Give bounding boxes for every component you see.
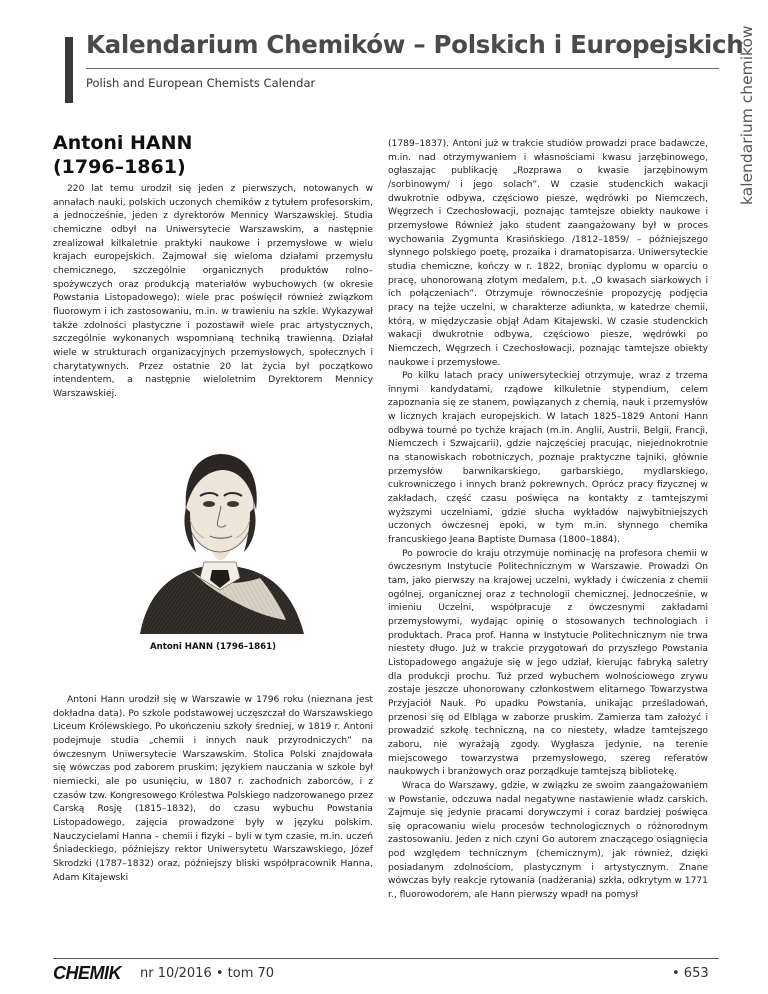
body-paragraph: Po kilku latach pracy uniwersyteckiej otrzymuje, wraz z trzema innymi kandydatami, rządowe kilkuletnie stypendium, celem zapoznania się ze stanem, powiązanych z chemią, nauk i przemysłów w licznych krajach europejskich. W latach 1825–1829 Antoni Hann odbywa tourné po tychże krajach (m.in. Anglii, Austrii, Belgii, Francji, Niemczech i Szwajcarii), gdzie najczęściej pracując, niejednokrotnie na stanowiskach robotniczych, poznaje praktyczne tajniki, głównie przemysłów barwnikarskiego, garbarskiego, mydlarskiego, cukrowniczego i innych branż pokrewnych. Oprócz pracy fizycznej w zakładach, część czasu poświęca na kontakty z tamtejszymi wyższymi uczelniami, gdzie słucha wykładów najwybitniejszych uczonych ówczesnej epoki, w tym m.in. słynnego chemika francuskiego Jeana Baptiste Dumasa (1800–1884). — [388, 371, 708, 546]
article-body-left — [53, 694, 373, 885]
page-header-subtitle: Polish and European Chemists Calendar — [86, 76, 316, 90]
portrait-caption: Antoni HANN (1796–1861) — [149, 642, 277, 652]
footer-divider — [53, 958, 719, 959]
article-title-dates: (1796–1861) — [53, 156, 186, 178]
header-accent-bar — [65, 37, 73, 103]
vertical-section-label: kalendarium chemików — [738, 25, 756, 205]
article-intro — [53, 183, 373, 402]
page-header-title: Kalendarium Chemików – Polskich i Europejskich — [86, 30, 744, 59]
portrait-illustration — [120, 420, 320, 634]
article-title — [53, 131, 192, 179]
portrait-drawing — [120, 420, 320, 634]
intro-paragraph: 220 lat temu urodził się jeden z pierwszych, notowanych w annałach nauki, polskich uczonych chemików z tytułem profesorskim, a jednocześnie, jeden z dyrektorów Mennicy Warszawskiej. Studia chemiczne odbył na Uniwersytecie Warszawskim, a następnie zrealizował kilkaletnie praktyki naukowe i przemysłowe w wielu krajach europejskich. Zajmował się wieloma działami przemysłu chemicznego, szczególnie organicznych produktów rolno–spożywczych oraz produkcją materiałów wybuchowych (w okresie Powstania Listopadowego); wiele prac poświęcił również związkom fluorowym i ich zastosowaniu, m.in. w trawieniu na szkle. Wykazywał także zdolności plastyczne i pozostawił wiele prac artystycznych, szczególnie wykonanych wspomnianą techniką trawienną. Działał wiele w strukturach organizacyjnych przemysłowych, społecznych i charytatywnych. Przez ostatnie 20 lat życia był początkowo intendentem, a następnie wieloletnim Dyrektorem Mennicy Warszawskiej. — [53, 184, 373, 399]
article-title-name: Antoni HANN — [53, 132, 193, 154]
body-paragraph: Antoni Hann urodził się w Warszawie w 1796 roku (nieznana jest dokładna data). Po szkole podstawowej uczęszczał do Warszawskiego Liceum Królewskiego. Po ukończeniu szkoły średniej, w 1819 r. Antoni podejmuje studia „chemii i innych nauk przyrodniczych” na ówczesnym Uniwersytecie Warszawskim. Stolica Polski znajdowała się wówczas pod zaborem pruskim; językiem nauczania w szkole był niemiecki, ale po usunięciu, w 1807 r. zachodnich zaborców, i z czasów tzw. Kongresowego Królestwa Polskiego nadzorowanego przez Carską Rosję (1815–1832), do czasu wybuchu Powstania Listopadowego, zajęcia prowadzone były w języku polskim. Nauczycielami Hanna – chemii i fizyki – byli w tym czasie, m.in. uczeń Śniadeckiego, późniejszy rektor Uniwersytetu Warszawskiego, Józef Skrodzki (1787–1832) oraz, późniejszy bliski współpracownik Hanna, Adam Kitajewski — [53, 695, 373, 883]
body-paragraph: Po powrocie do kraju otrzymuje nominację na profesora chemii w ówczesnym Instytucie Politechnicznym w Warszawie. Prowadzi On tam, jako pierwszy na krajowej uczelni, wykłady i ćwiczenia z chemii ogólnej, organicznej oraz z technologii chemicznej. Jednocześnie, w imieniu Uczelni, współpracuje z ówczesnymi zakładami przemysłowymi, wydając opinię o stosowanych technologiach i produktach. Praca prof. Hanna w Instytucie Politechnicznym nie trwa niestety długo. Już w trakcie przygotowań do przyszłego Powstania Listopadowego angażuje się w jego udział, kierując fabryką saletry dla produkcji prochu. Tuż przed wybuchem wolnościowego zrywu zostaje jeszcze uhonorowany członkostwem elitarnego Towarzystwa Przyjaciół Nauk. Po upadku Powstania, unikając prześladowań, przenosi się od Elbląga w zaborze pruskim. Zamierza tam założyć i prowadzić szkołę techniczną, na co niestety, władze tamtejszego zaboru, nie wyrażają zgody. Wygłasza jedynie, na terenie miejscowego towarzystwa przemysłowego, szereg referatów naukowych i branżowych oraz porządkuje tamtejszą bibliotekę. — [388, 548, 708, 778]
body-paragraph: (1789–1837). Antoni już w trakcie studiów prowadzi prace badawcze, m.in. nad otrzymywaniem i własnościami kwasu jarzębinowego, ogłaszając publikację „Rozprawa o kwasie jarzębinowym /sorbinowym/ i jego solach”. W czasie studenckich wakacji dwukrotnie odbywa, częściowo piesze, wędrówki po Niemczech, Węgrzech i Czechosłowacji, poznając tamtejsze obiekty naukowe i przemysłowe Również jako student zaangażowany był w proces wychowania Zygmunta Krasińskiego /1812–1859/ – późniejszego słynnego polskiego poetę, prozaika i dramatopisarza. Uniwersyteckie studia chemiczne, kończy w r. 1822, broniąc dyplomu w oparciu o pracę, uhonorowaną złotym medalem, p.t. „O kwasach siarkowych i ich połączeniach”. Otrzymuje równocześnie propozycję podjęcia pracy na tejże uczelni, w charakterze adiunkta, w katedrze chemii, którą, w międzyczasie objął Adam Kitajewski. W czasie studenckich wakacji dwukrotnie odbywa, częściowo piesze, wędrówki po Niemczech, Węgrzech i Czechosłowacji, poznając tamtejsze obiekty naukowe i przemysłowe. — [388, 139, 708, 368]
journal-logo: CHEMIK — [53, 963, 121, 983]
issue-info: nr 10/2016 • tom 70 — [140, 966, 275, 981]
article-body-right — [388, 138, 708, 903]
body-paragraph: Wraca do Warszawy, gdzie, w związku ze swoim zaangażowaniem w Powstanie, odczuwa nadal negatywne nastawienie władz carskich. Zajmuje się jedynie pracami dorywczymi i coraz bardziej poświęca się opracowaniu wielu procesów technologicznych o różnorodnym zastosowaniu. Jeden z nich czyni Go autorem znaczącego osiągnięcia pod względem technicznym (chemicznym), jak również, dzięki posiadanym zdolnościom, plastycznym i artystycznym. Znane wówczas były reakcje rytowania (nadżerania) szkła, odkrytym w 1771 r., fluorowodorem, ale Hann pierwszy wpadł na pomysł — [388, 780, 708, 901]
page-number: • 653 — [672, 966, 709, 981]
header-divider — [86, 68, 719, 69]
